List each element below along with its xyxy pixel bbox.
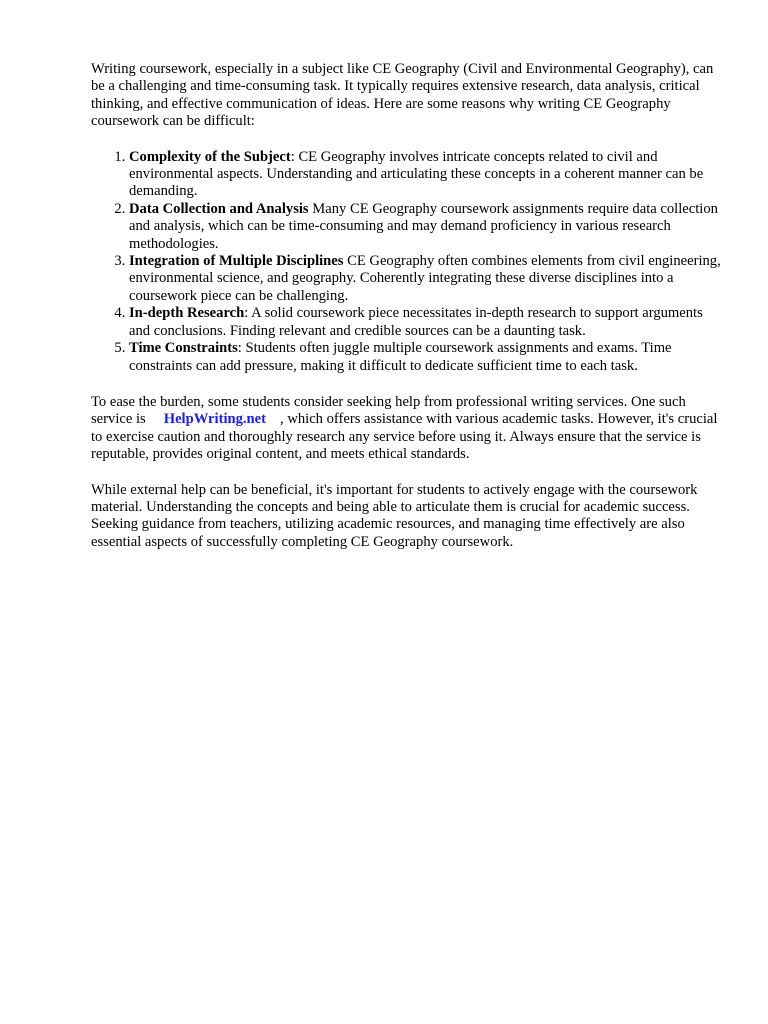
list-item-title: Data Collection and Analysis [129, 200, 309, 217]
document-page [91, 61, 721, 551]
list-item-title: In-depth Research [129, 305, 245, 322]
list-item-separator: : [244, 305, 249, 322]
list-item-separator: : [237, 340, 242, 357]
help-paragraph [91, 394, 721, 464]
list-item [129, 305, 721, 340]
help-text-after-link: , which offers assistance with various academic tasks. However, it's crucial to exercise caution and thoroughly research any service before using it. Always ensure that the service is reputable, provides original content, and meets ethical standards. [91, 411, 718, 463]
helpwriting-link[interactable]: HelpWriting.net [163, 411, 267, 428]
list-item-text: CE Geography involves intricate concepts related to civil and environmental aspects. Understanding and articulating these concepts in a coherent manner can be demanding. [129, 148, 704, 200]
list-item-text: Students often juggle multiple coursework assignments and exams. Time constraints can add pressure, making it difficult to dedicate sufficient time to each task. [129, 340, 672, 374]
intro-paragraph: Writing coursework, especially in a subject like CE Geography (Civil and Environmental Geography), can be a challenging and time-consuming task. It typically requires extensive research, data analysis, critical thinking, and effective communication of ideas. Here are some reasons why writing CE Geography coursework can be difficult: [91, 61, 714, 130]
list-item-separator: : [290, 148, 295, 165]
list-item [129, 201, 721, 253]
list-item-title: Complexity of the Subject [129, 148, 291, 165]
list-item [129, 253, 721, 305]
closing-paragraph: While external help can be beneficial, it's important for students to actively engage with the coursework material. Understanding the concepts and being able to articulate them is crucial for academic success. Seeking guidance from teachers, utilizing academic resources, and managing time effectively are also essential aspects of successfully completing CE Geography coursework. [91, 481, 698, 550]
list-item-text: CE Geography often combines elements from civil engineering, environmental science, and geography. Coherently integrating these diverse disciplines into a coursework piece can be challenging. [129, 253, 721, 304]
list-item-text: A solid coursework piece necessitates in-depth research to support arguments and conclusions. Finding relevant and credible sources can be a daunting task. [129, 305, 703, 339]
list-item [129, 149, 721, 201]
list-item-text: Many CE Geography coursework assignments require data collection and analysis, which can be time-consuming and may demand proficiency in various research methodologies. [129, 200, 718, 252]
list-item [129, 340, 721, 375]
reasons-list [91, 149, 721, 375]
help-text-before-link: To ease the burden, some students consider seeking help from professional writing services. One such service is [91, 393, 686, 428]
list-item-title: Integration of Multiple Disciplines [129, 253, 344, 270]
list-item-title: Time Constraints [129, 340, 238, 357]
